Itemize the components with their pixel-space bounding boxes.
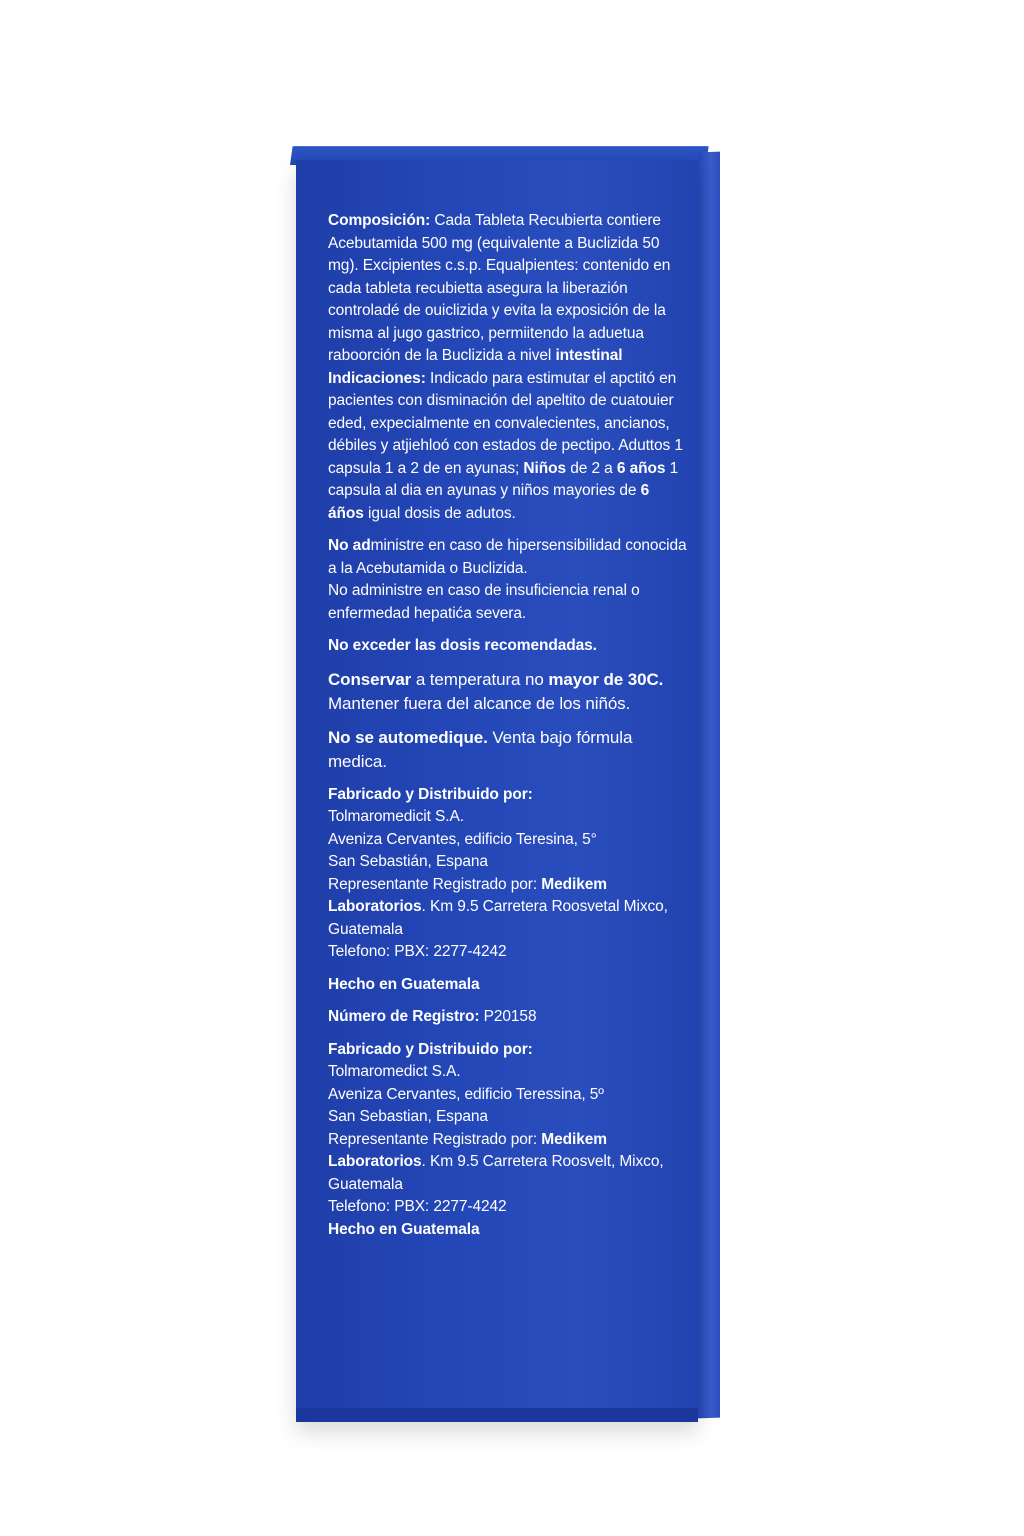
block2-hecho: Hecho en Guatemala	[328, 1220, 480, 1238]
no-exceder-text: No exceder las dosis recomendadas.	[328, 637, 597, 654]
no-label: No ad	[328, 537, 371, 554]
box-bottom-edge	[296, 1408, 698, 1422]
box-front-panel	[296, 160, 698, 1422]
registro	[328, 1006, 688, 1029]
composicion-label: Composición:	[328, 212, 431, 229]
no-text-1: ministre en caso de hipersensibilidad conocida a la Acebutamida o Buclizida.	[328, 537, 687, 577]
block1-line4: . Km 9.5 Carretera Roosvetal Mixco, Guatemala	[328, 898, 668, 938]
no-exceder	[328, 635, 688, 658]
conservar-bold-1: mayor de 30C.	[548, 669, 664, 689]
block2-line4: . Km 9.5 Carretera Roosvelt, Mixco, Guatemala	[328, 1153, 664, 1193]
automedique-label: No se automedique.	[328, 727, 488, 747]
indicaciones-text-2: de 2 a	[570, 459, 613, 477]
registro-value: P20158	[483, 1008, 537, 1025]
block2-line5: Telefono: PBX: 2277-4242	[328, 1198, 507, 1215]
indicaciones-text-1: Indicado para estimutar el apctitó en pacientes con disminación del apeltito de cuatouier eded, expecialmente en convalecientes, ancianos, débiles y atjiehloó con estados de pectipo. Aduttos 1 capsula 1 a 2 de en ayunas;	[328, 369, 683, 477]
block2-heading: Fabricado y Distribuido por:	[328, 1040, 533, 1058]
indicaciones-label: Indicaciones:	[328, 369, 426, 387]
indicaciones-text-3: 1 capsula al dia en ayunas y niños mayories de	[328, 459, 679, 499]
block1-line2: Aveniza Cervantes, edificio Teresina, 5°	[328, 830, 597, 848]
block2-line3: San Sebastian, Espana	[328, 1108, 488, 1125]
conservar-label: Conservar	[328, 669, 412, 689]
warning-paragraph	[328, 535, 688, 625]
composicion-text: Cada Tableta Recubierta contiere Acebutamida 500 mg (equivalente a Buclizida 50 mg). Excipientes c.s.p. Equalpientes: contenido en cada tableta recubietta asegura la liberazión controladé de ouiclizida y evita la exposición de la misma al jugo gastrico, permiitendo la aduetua raboorción de la Buclizida a nivel	[328, 212, 671, 364]
indicaciones-6anos-1: 6 años	[616, 459, 666, 477]
block1-rep-bold: Medikem Laboratorios	[328, 875, 607, 915]
manufacturer-block-1	[328, 784, 688, 964]
medicine-box	[286, 146, 722, 1422]
registro-label: Número de Registro:	[328, 1008, 480, 1025]
composicion-paragraph	[328, 210, 688, 525]
hecho-text: Hecho en Guatemala	[328, 975, 480, 993]
block2-rep-text: Representante Registrado por:	[328, 1130, 538, 1148]
block1-heading: Fabricado y Distribuido por:	[328, 785, 533, 803]
automedique-paragraph	[328, 726, 688, 774]
block2-line1: Tolmaromedict S.A.	[328, 1063, 461, 1080]
block2-line2: Aveniza Cervantes, edificio Teressina, 5º	[328, 1085, 604, 1103]
conservar-paragraph	[328, 668, 688, 716]
composicion-bold-end: intestinal	[555, 347, 623, 364]
indicaciones-text-4: igual dosis de adutos.	[368, 504, 516, 522]
block1-line3: San Sebastián, Espana	[328, 853, 488, 870]
block1-line5: Telefono: PBX: 2277-4242	[328, 943, 507, 960]
block1-line1: Tolmaromedicit S.A.	[328, 808, 464, 825]
indicaciones-6anos-2: 6 áños	[328, 482, 650, 522]
block1-rep-text: Representante Registrado por:	[328, 875, 538, 893]
conservar-text-2: Mantener fuera del alcance de los niñós.	[328, 693, 631, 713]
label-text	[328, 210, 688, 1251]
automedique-text: Venta bajo fórmula medica.	[328, 727, 633, 771]
box-side-panel	[698, 152, 720, 1419]
hecho-en	[328, 974, 688, 997]
no-text-2: No administre en caso de insuficiencia renal o enfermedad hepatića severa.	[328, 582, 640, 622]
conservar-text-1: a temperatura no	[415, 669, 544, 689]
manufacturer-block-2	[328, 1039, 688, 1242]
block2-rep-bold: Medikem Laboratorios	[328, 1130, 607, 1170]
indicaciones-ninos: Niños	[523, 459, 566, 477]
